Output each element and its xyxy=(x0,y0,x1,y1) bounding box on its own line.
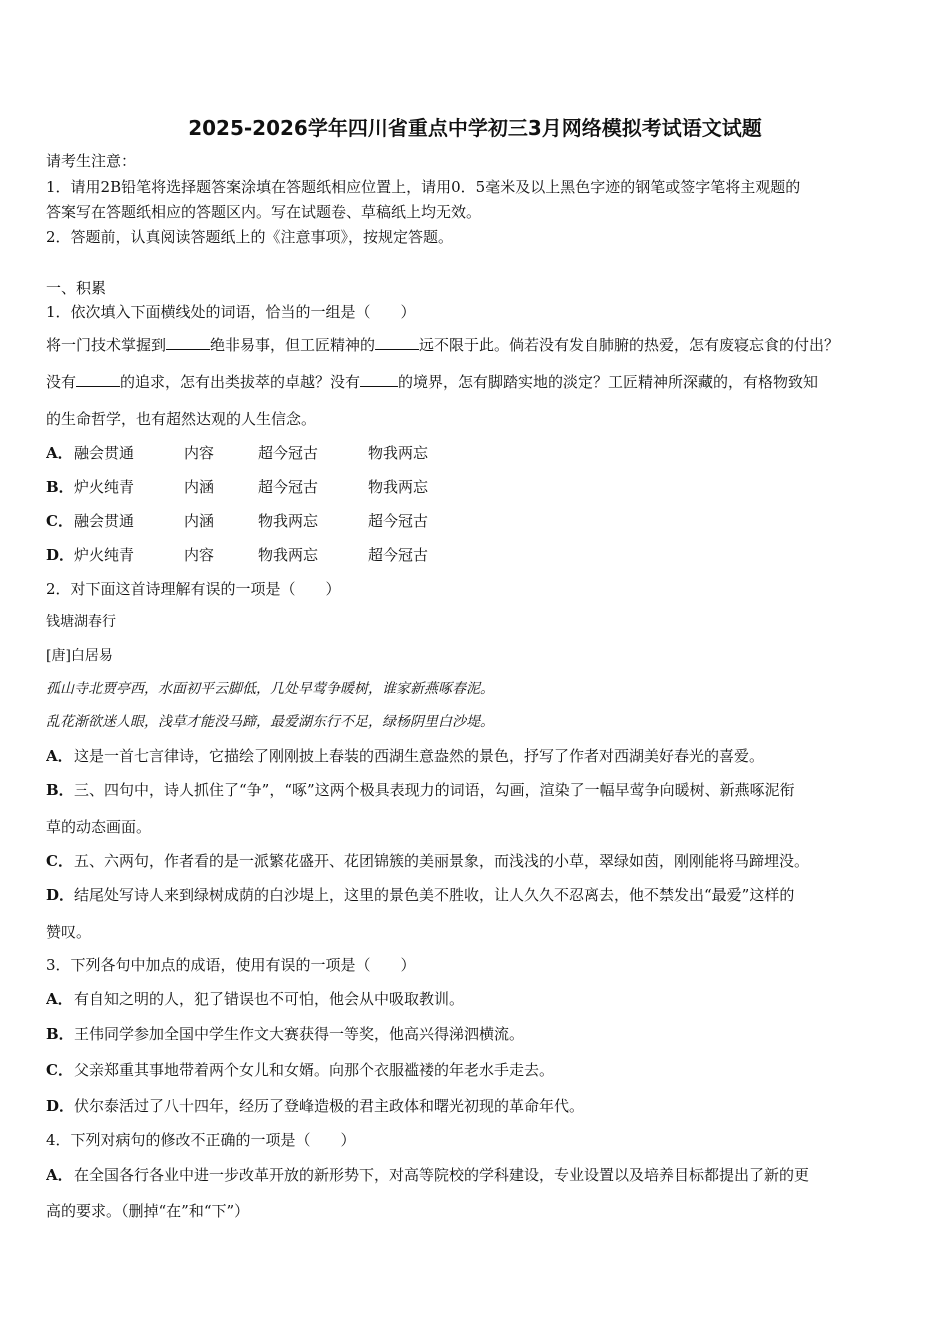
q1-option-a: A．融会贯通 内容 超今冠古 物我两忘 xyxy=(46,444,429,462)
q2-option-b: B．三、四句中，诗人抓住了“争”，“啄”这两个极具表现力的词语，勾画，渲染了一幅早莺争向暖树、新燕啄泥衔 xyxy=(46,781,795,799)
q4-stem: 4．下列对病句的修改不正确的一项是（ ） xyxy=(46,1131,356,1149)
q1-passage-line-2: 没有 的追求，怎有出类拔萃的卓越？没有 的境界，怎有脚踏实地的淡定？工匠精神所深藏的，有格物致知 xyxy=(46,373,819,391)
q2-option-a: A．这是一首七言律诗，它描绘了刚刚披上春装的西湖生意盎然的景色，抒写了作者对西湖美好春光的喜爱。 xyxy=(46,747,765,765)
q1-passage-line-1: 将一门技术掌握到 绝非易事，但工匠精神的 远不限于此。倘若没有发自肺腑的热爱，怎有废寝忘食的付出？ xyxy=(46,336,840,354)
q2-poem-line-1: 孤山寺北贾亭西，水面初平云脚低，几处早莺争暖树，谁家新燕啄春泥。 xyxy=(46,681,494,697)
q4-option-a: A．在全国各行各业中进一步改革开放的新形势下，对高等院校的学科建设，专业设置以及培养目标都提出了新的更 xyxy=(46,1166,810,1184)
q2-poem-line-2: 乱花渐欲迷人眼，浅草才能没马蹄，最爱湖东行不足，绿杨阴里白沙堤。 xyxy=(46,714,494,730)
notice-heading: 请考生注意： xyxy=(46,152,137,170)
q2-option-d: D．结尾处写诗人来到绿树成荫的白沙堤上，这里的景色美不胜收，让人久久不忍离去，他不禁发出“最爱”这样的 xyxy=(46,886,795,904)
q4-option-a-cont: 高的要求。（删掉“在”和“下”） xyxy=(46,1202,250,1220)
q2-option-b-cont: 草的动态画面。 xyxy=(46,818,152,836)
q3-option-c: C．父亲郑重其事地带着两个女儿和女婿。向那个衣服褴褛的年老水手走去。 xyxy=(46,1061,555,1079)
page-title: 2025-2026学年四川省重点中学初三3月网络模拟考试语文试题 xyxy=(188,116,762,140)
q1-option-b: B．炉火纯青 内涵 超今冠古 物我两忘 xyxy=(46,478,429,496)
q1-option-c: C．融会贯通 内涵 物我两忘 超今冠古 xyxy=(46,512,429,530)
q3-option-b: B．王伟同学参加全国中学生作文大赛获得一等奖，他高兴得涕泗横流。 xyxy=(46,1025,525,1043)
notice-item-1b: 答案写在答题纸相应的答题区内。写在试题卷、草稿纸上均无效。 xyxy=(46,203,482,221)
q1-stem: 1．依次填入下面横线处的词语，恰当的一组是（ ） xyxy=(46,303,416,321)
q2-option-d-cont: 赞叹。 xyxy=(46,923,92,941)
q3-stem: 3．下列各句中加点的成语，使用有误的一项是（ ） xyxy=(46,956,416,974)
q2-stem: 2．对下面这首诗理解有误的一项是（ ） xyxy=(46,580,341,598)
notice-item-2: 2．答题前，认真阅读答题纸上的《注意事项》，按规定答题。 xyxy=(46,228,454,246)
q2-option-c: C．五、六两句，作者看的是一派繁花盛开、花团锦簇的美丽景象，而浅浅的小草，翠绿如茵，刚刚能将马蹄埋没。 xyxy=(46,852,810,870)
q3-option-d: D．伏尔泰活过了八十四年，经历了登峰造极的君主政体和曙光初现的革命年代。 xyxy=(46,1097,585,1115)
notice-item-1a: 1．请用2B铅笔将选择题答案涂填在答题纸相应位置上，请用0．5毫米及以上黑色字迹的钢笔或签字笔将主观题的 xyxy=(46,178,801,196)
section-heading: 一、积累 xyxy=(46,279,107,297)
q3-option-a: A．有自知之明的人，犯了错误也不可怕，他会从中吸取教训。 xyxy=(46,990,465,1008)
q1-passage-line-3: 的生命哲学，也有超然达观的人生信念。 xyxy=(46,410,317,428)
q2-poem-author: [唐]白居易 xyxy=(46,648,113,664)
q1-option-d: D．炉火纯青 内容 物我两忘 超今冠古 xyxy=(46,546,429,564)
q2-poem-title: 钱塘湖春行 xyxy=(46,614,116,630)
